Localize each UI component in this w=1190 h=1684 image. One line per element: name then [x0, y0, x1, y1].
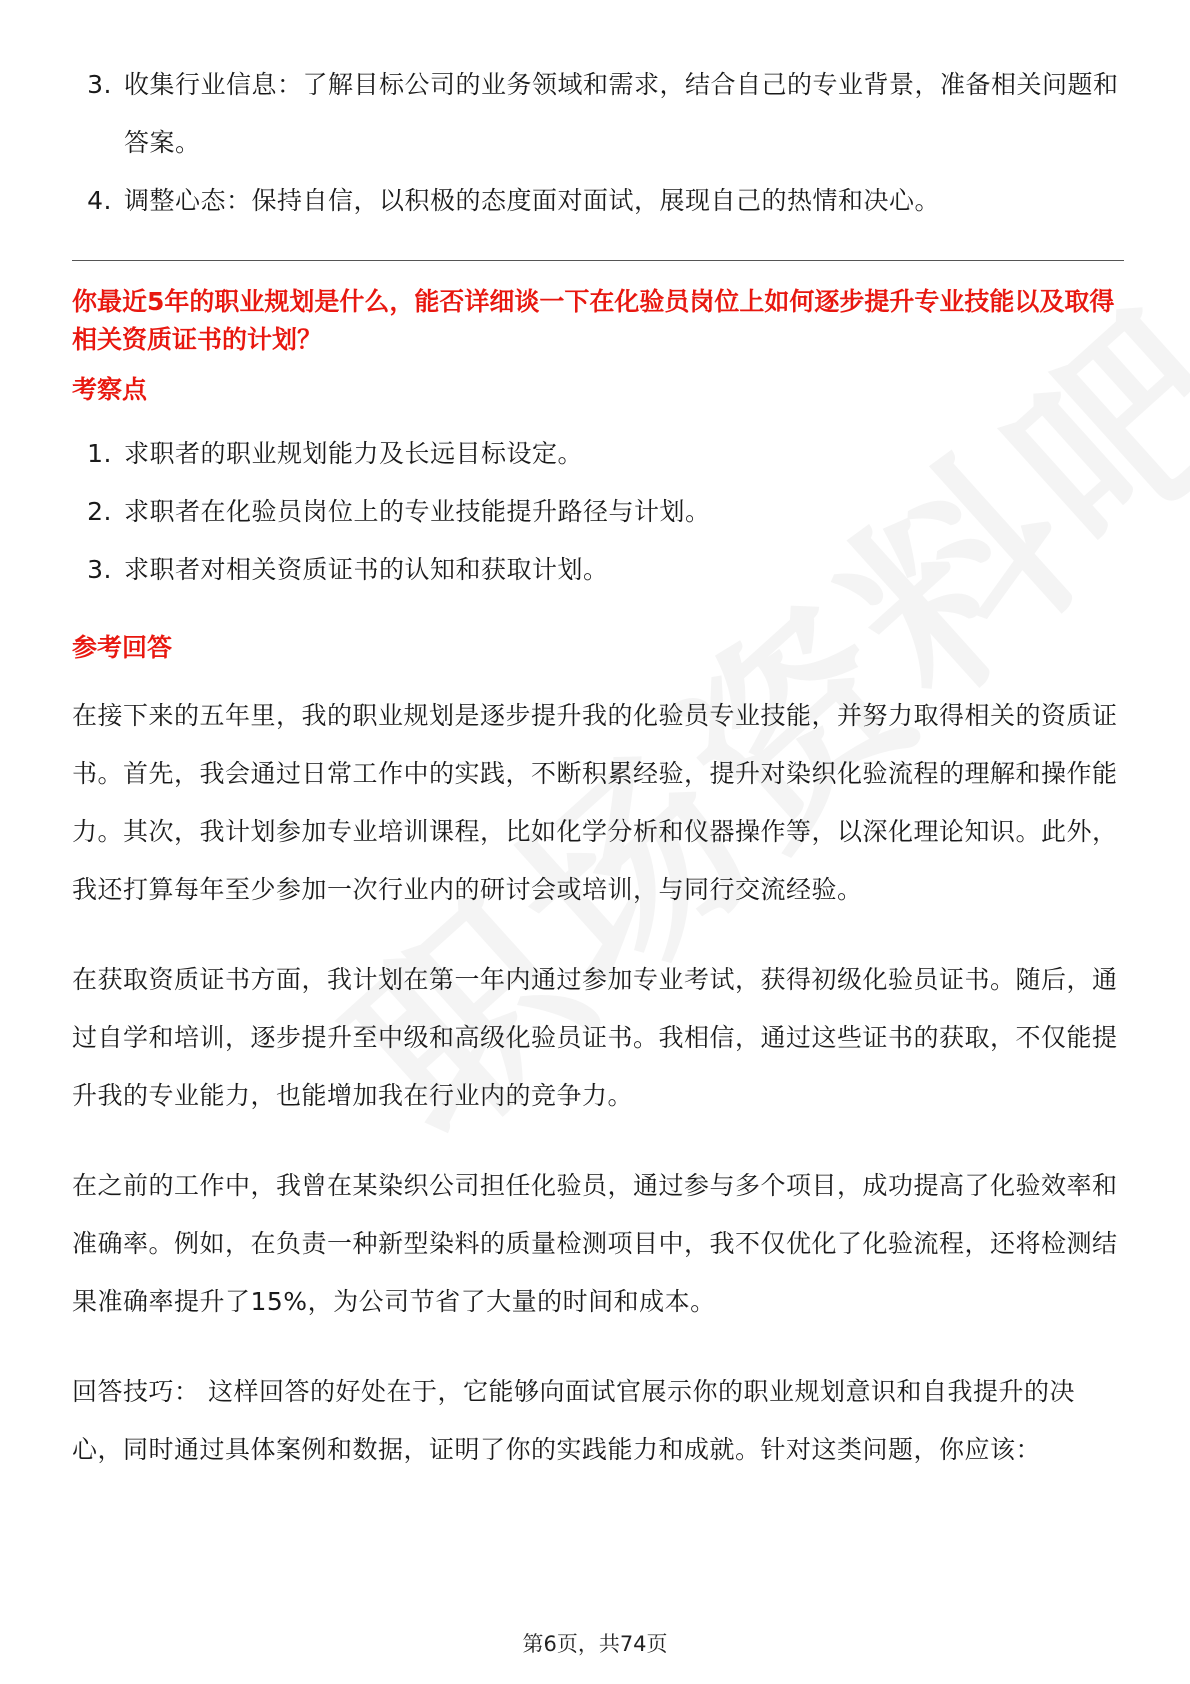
answer-paragraph: 在接下来的五年里，我的职业规划是逐步提升我的化验员专业技能，并努力取得相关的资质证书。首先，我会通过日常工作中的实践，不断积累经验，提升对染织化验流程的理解和操作能力。其次，我计划参加专业培训课程，比如化学分析和仪器操作等，以深化理论知识。此外，我还打算每年至少参加一次行业内的研讨会或培训，与同行交流经验。: [72, 701, 1118, 904]
question-heading: 你最近5年的职业规划是什么，能否详细谈一下在化验员岗位上如何逐步提升专业技能以及取得相关资质证书的计划？: [72, 287, 1115, 354]
list-number: 2.: [87, 497, 112, 526]
list-text: 求职者的职业规划能力及长远目标设定。: [124, 439, 584, 468]
focus-heading: 考察点: [72, 375, 148, 404]
list-item: [72, 425, 1124, 483]
list-item: [72, 172, 1124, 230]
list-number: 4.: [87, 186, 112, 215]
list-text: 求职者对相关资质证书的认知和获取计划。: [124, 555, 609, 584]
tips-paragraph: 回答技巧： 这样回答的好处在于，它能够向面试官展示你的职业规划意识和自我提升的决心，同时通过具体案例和数据，证明了你的实践能力和成就。针对这类问题，你应该：: [72, 1377, 1075, 1464]
answer-heading: 参考回答: [72, 633, 173, 662]
list-number: 3.: [87, 70, 112, 99]
top-list: [72, 56, 1124, 230]
focus-list: [72, 425, 1124, 599]
list-text: 收集行业信息：了解目标公司的业务领域和需求，结合自己的专业背景，准备相关问题和答案。: [124, 70, 1119, 157]
answer-paragraph: 在获取资质证书方面，我计划在第一年内通过参加专业考试，获得初级化验员证书。随后，通过自学和培训，逐步提升至中级和高级化验员证书。我相信，通过这些证书的获取，不仅能提升我的专业能力，也能增加我在行业内的竞争力。: [72, 965, 1118, 1110]
section-divider: [72, 260, 1124, 261]
page-number: 第6页，共74页: [522, 1632, 668, 1656]
list-item: [72, 541, 1124, 599]
answer-paragraph: 在之前的工作中，我曾在某染织公司担任化验员，通过参与多个项目，成功提高了化验效率和准确率。例如，在负责一种新型染料的质量检测项目中，我不仅优化了化验流程，还将检测结果准确率提升了15%，为公司节省了大量的时间和成本。: [72, 1171, 1118, 1316]
list-item: [72, 483, 1124, 541]
list-text: 调整心态：保持自信，以积极的态度面对面试，展现自己的热情和决心。: [124, 186, 941, 215]
list-item: [72, 56, 1124, 172]
page-content: [72, 56, 1124, 1511]
list-number: 1.: [87, 439, 112, 468]
list-text: 求职者在化验员岗位上的专业技能提升路径与计划。: [124, 497, 711, 526]
list-number: 3.: [87, 555, 112, 584]
